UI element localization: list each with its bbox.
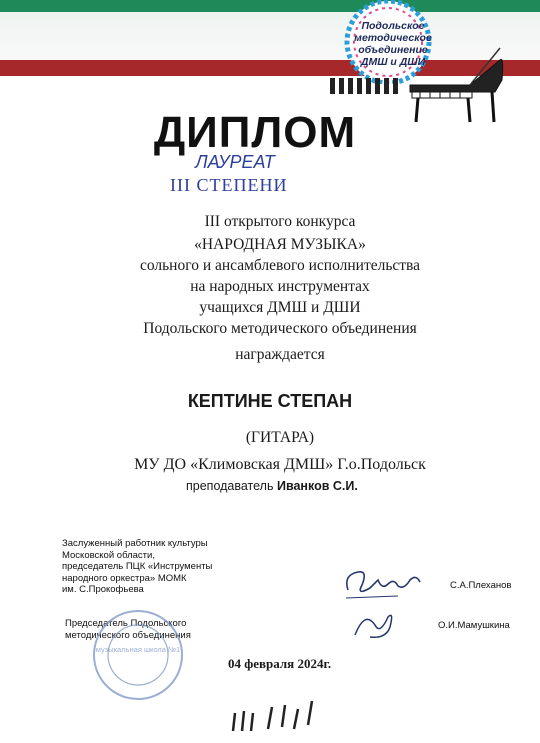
degree-label: III СТЕПЕНИ — [170, 175, 288, 195]
laureate-label: ЛАУРЕАТ — [195, 152, 275, 172]
body-line: III открытого конкурса — [204, 213, 356, 230]
bottom-scribble-decoration — [228, 695, 338, 735]
signatory-title-line: Заслуженный работник культуры — [62, 538, 208, 549]
seal-stamp — [88, 605, 188, 705]
signatory-title-line: им. С.Прокофьева — [62, 584, 144, 595]
signatory-title-line: народного оркестра» МОМК — [62, 572, 187, 584]
body-line: учащихся ДМШ и ДШИ — [199, 299, 361, 316]
body-line: Подольского методического объединения — [143, 320, 417, 337]
school-name: МУ ДО «Климовская ДМШ» Г.о.Подольск — [134, 456, 426, 473]
body-line: на народных инструментах — [190, 278, 370, 295]
diploma-title: ДИПЛОМ — [153, 108, 357, 157]
teacher-line — [186, 479, 406, 493]
piano-keys-decoration — [330, 78, 430, 98]
recipient-name: КЕПТИНЕ СТЕПАН — [187, 391, 353, 411]
logo-line: объединение — [358, 44, 428, 56]
logo-line: методическое — [354, 32, 432, 44]
instrument: (ГИТАРА) — [245, 429, 315, 446]
first-signatory-title — [62, 538, 262, 596]
first-signatory-name: С.А.Плеханов — [450, 580, 512, 591]
signatory-title-line: председатель ПЦК «Инструменты — [62, 561, 213, 572]
signatory-title-line: методического объединения — [65, 629, 191, 641]
body-line: «НАРОДНАЯ МУЗЫКА» — [194, 236, 366, 253]
logo-line: Подольское — [361, 20, 425, 32]
stamp-text: музыкальная школа №1 — [95, 645, 181, 654]
second-signature — [350, 605, 400, 645]
second-signatory-name: О.И.Мамушкина — [438, 620, 510, 631]
body-line: сольного и ансамблевого исполнительства — [139, 257, 421, 274]
signatory-title-line: Московской области, — [62, 549, 155, 561]
first-signature — [338, 560, 428, 605]
award-date: 04 февраля 2024г. — [228, 656, 332, 671]
signatory-title-line: Председатель Подольского — [65, 618, 187, 629]
teacher-name: Иванков С.И. — [276, 479, 358, 493]
logo-line: ДМШ и ДШИ — [360, 56, 426, 68]
teacher-label: преподаватель — [186, 479, 274, 493]
body-line: награждается — [235, 346, 325, 363]
